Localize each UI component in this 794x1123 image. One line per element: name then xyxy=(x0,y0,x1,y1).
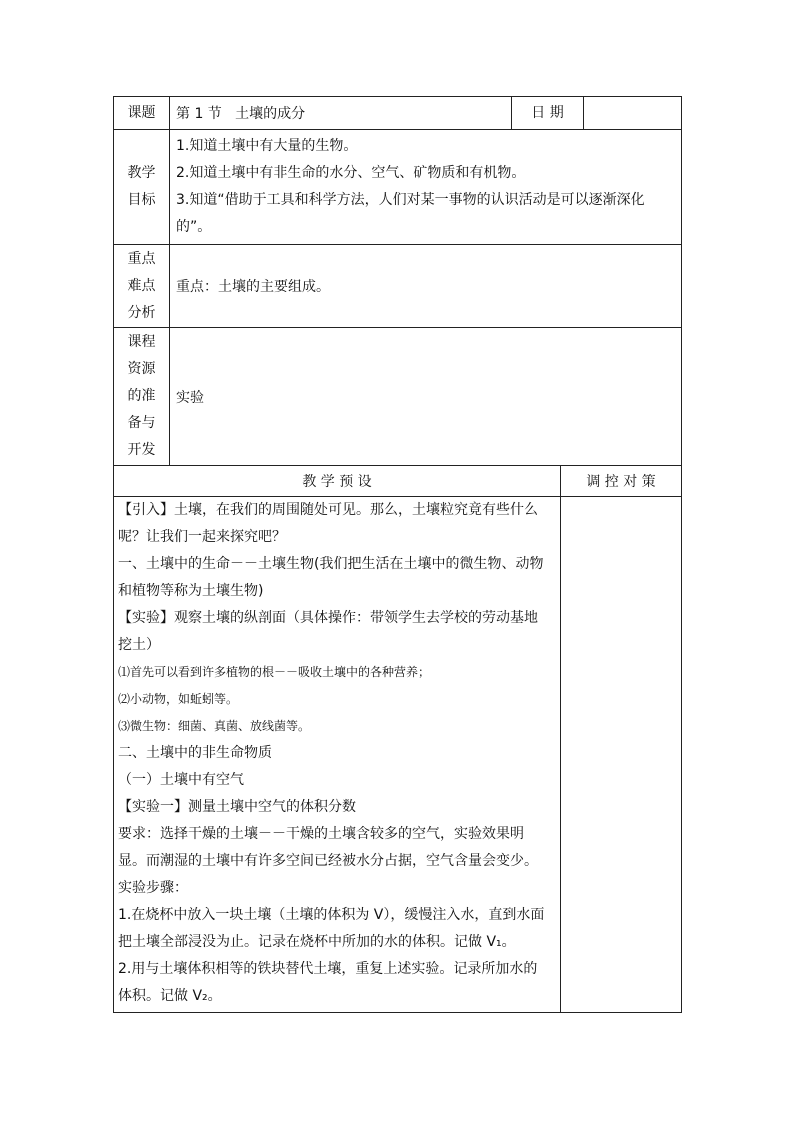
goal-item: 2.知道土壤中有非生命的水分、空气、矿物质和有机物。 xyxy=(176,165,526,181)
plan-header-row xyxy=(114,466,682,497)
lesson-info-table xyxy=(113,96,682,466)
plan-line: 把土壤全部浸没为止。记录在烧杯中所加的水的体积。记做 V₁。 xyxy=(118,934,516,950)
goals-label-line: 教学 xyxy=(127,165,156,181)
goal-item: 1.知道土壤中有大量的生物。 xyxy=(176,138,358,154)
plan-content xyxy=(114,497,561,1013)
key-points-label xyxy=(114,245,170,328)
date-label: 日 期 xyxy=(512,97,584,130)
key-points-label-line: 分析 xyxy=(127,304,156,321)
plan-line: ⑶微生物：细菌、真菌、放线菌等。 xyxy=(118,719,311,733)
resources-text: 实验 xyxy=(170,328,682,466)
teaching-plan-table xyxy=(113,465,682,1013)
goals-label-line: 目标 xyxy=(127,192,156,208)
resources-row xyxy=(114,328,682,466)
key-points-label-line: 难点 xyxy=(127,277,156,294)
plan-line: 实验步骤： xyxy=(118,880,188,896)
lesson-plan-sheet xyxy=(113,96,681,1013)
plan-content-row xyxy=(114,497,682,1013)
topic-row xyxy=(114,97,682,130)
plan-line: 【实验】观察土壤的纵剖面（具体操作：带领学生去学校的劳动基地 xyxy=(118,610,538,626)
plan-line: 体积。记做 V₂。 xyxy=(118,988,222,1004)
plan-line: ⑴首先可以看到许多植物的根－－吸收土壤中的各种营养； xyxy=(118,665,431,679)
plan-line: 二、土壤中的非生命物质 xyxy=(118,745,272,761)
key-points-row xyxy=(114,245,682,328)
date-value xyxy=(584,97,682,130)
goal-item: 的”。 xyxy=(176,219,212,235)
resources-label xyxy=(114,328,170,466)
plan-line: 【引入】土壤，在我们的周围随处可见。那么，土壤粒究竟有些什么 xyxy=(118,502,538,518)
control-strategy-cell xyxy=(561,497,682,1013)
resources-label-line: 课程 xyxy=(127,334,156,350)
plan-line: 【实验一】测量土壤中空气的体积分数 xyxy=(118,799,356,815)
plan-line: 1.在烧杯中放入一块土壤（土壤的体积为 V），缓慢注入水，直到水面 xyxy=(118,907,545,923)
goals-label xyxy=(114,130,170,245)
topic-label: 课题 xyxy=(114,97,170,130)
goal-item: 3.知道“借助于工具和科学方法，人们对某一事物的认识活动是可以逐渐深化 xyxy=(176,192,645,208)
key-points-text: 重点：土壤的主要组成。 xyxy=(170,245,682,328)
plan-header-right: 调 控 对 策 xyxy=(561,466,682,497)
topic-value: 第 1 节 土壤的成分 xyxy=(170,97,512,130)
plan-line: （一）土壤中有空气 xyxy=(118,772,244,788)
resources-label-line: 资源 xyxy=(127,361,156,377)
plan-line: 2.用与土壤体积相等的铁块替代土壤，重复上述实验。记录所加水的 xyxy=(118,961,538,977)
resources-label-line: 的准 xyxy=(127,388,156,404)
goals-content xyxy=(170,130,682,245)
plan-header-left: 教 学 预 设 xyxy=(114,466,561,497)
resources-label-line: 开发 xyxy=(127,442,156,458)
plan-line: 呢？让我们一起来探究吧？ xyxy=(118,529,286,545)
key-points-label-line: 重点 xyxy=(127,250,156,267)
plan-line: 挖土） xyxy=(118,637,160,653)
plan-line: ⑵小动物，如蚯蚓等。 xyxy=(118,692,239,706)
plan-line: 要求：选择干燥的土壤－－干燥的土壤含较多的空气，实验效果明 xyxy=(118,826,524,842)
resources-label-line: 备与 xyxy=(127,415,156,431)
plan-line: 和植物等称为土壤生物) xyxy=(118,583,264,599)
goals-row xyxy=(114,130,682,245)
plan-line: 显。而潮湿的土壤中有许多空间已经被水分占据，空气含量会变少。 xyxy=(118,853,538,869)
plan-line: 一、土壤中的生命－－土壤生物(我们把生活在土壤中的微生物、动物 xyxy=(118,556,544,572)
